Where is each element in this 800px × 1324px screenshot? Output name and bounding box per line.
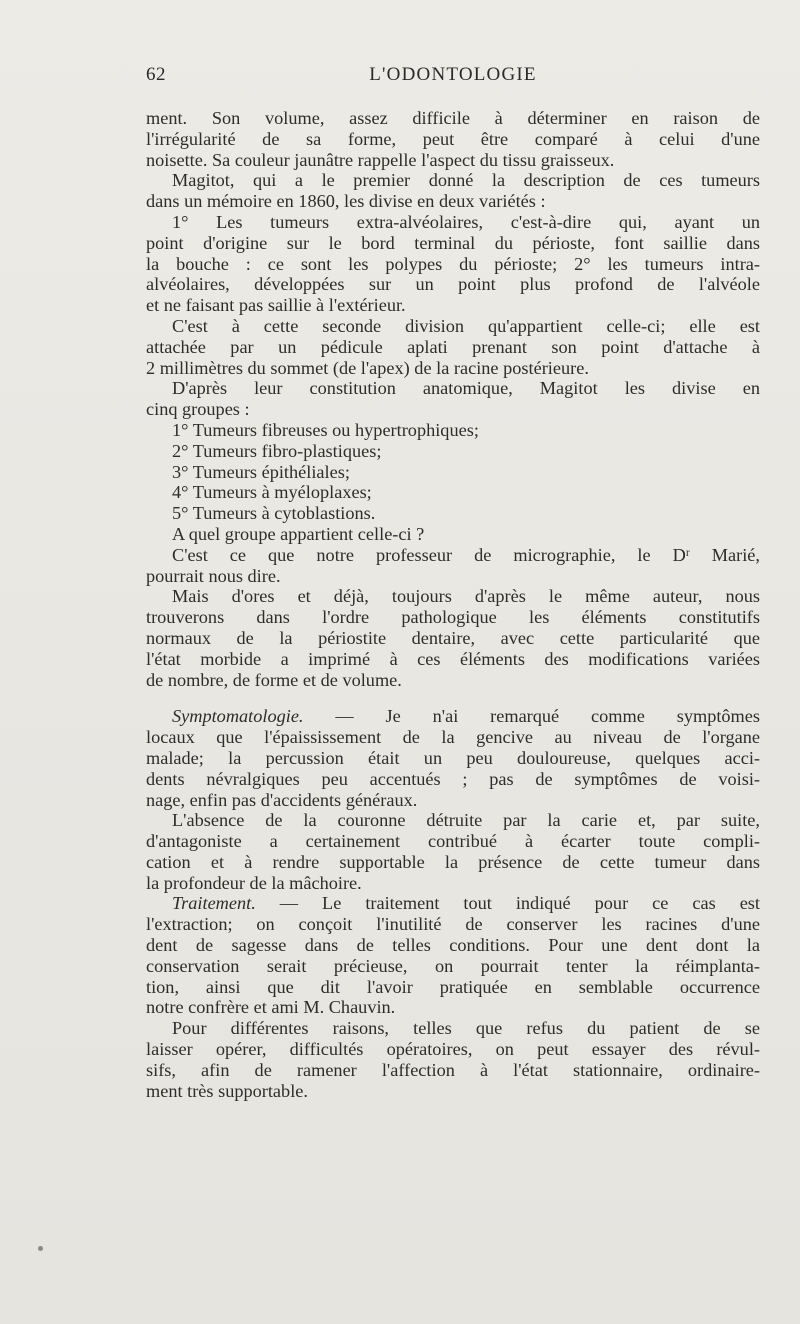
text-line: Pour différentes raisons, telles que refus du patient de se — [172, 1018, 760, 1039]
text-line: la bouche : ce sont les polypes du périoste; 2° les tumeurs intra- — [146, 253, 760, 274]
text-line: alvéolaires, développées sur un point plus profond de l'alvéole — [146, 274, 760, 295]
list-item: 5° Tumeurs à cytoblastions. — [172, 503, 376, 524]
text-line: nage, enfin pas d'accidents généraux. — [146, 789, 418, 810]
page-header — [146, 64, 760, 90]
text-line: malade; la percussion était un peu douloureuse, quelques acci- — [146, 747, 760, 768]
text-line: conservation serait précieuse, on pourrait tenter la réimplanta- — [146, 955, 760, 976]
text-line: cation et à rendre supportable la présence de cette tumeur dans — [146, 851, 760, 872]
section-gap — [146, 690, 760, 706]
paragraph-traitement — [146, 893, 760, 1018]
text-line: la profondeur de la mâchoire. — [146, 872, 362, 893]
text-line: l'extraction; on conçoit l'inutilité de conserver les racines d'une — [146, 914, 760, 935]
text-line: ment. Son volume, assez difficile à déterminer en raison de — [146, 108, 760, 128]
text-line: D'après leur constitution anatomique, Magitot les divise en — [172, 378, 760, 399]
section-heading-symptomatologie: Symptomatologie. — [172, 706, 304, 727]
text-line: l'état morbide a imprimé à ces éléments des modifications variées — [146, 648, 760, 669]
heading-continuation: — Le traitement tout indiqué pour ce cas est — [255, 893, 760, 914]
paper-speck — [38, 1246, 43, 1251]
text-line: C'est à cette seconde division qu'appartient celle-ci; elle est — [172, 315, 760, 336]
text-line: ment très supportable. — [146, 1080, 308, 1101]
text-line: tion, ainsi que dit l'avoir pratiquée en semblable occurrence — [146, 976, 760, 997]
text-line: laisser opérer, difficultés opératoires, on peut essayer des révul- — [146, 1039, 760, 1060]
text-line: normaux de la périostite dentaire, avec cette particularité que — [146, 627, 760, 648]
list-item: 4° Tumeurs à myéloplaxes; — [172, 482, 372, 503]
question-line: A quel groupe appartient celle-ci ? — [172, 523, 425, 544]
paragraph-constitution — [146, 378, 760, 420]
paragraph-pathology — [146, 586, 760, 690]
text-line: point d'origine sur le bord terminal du périoste, font saillie dans — [146, 232, 760, 253]
body-text — [146, 108, 760, 1101]
text-line: C'est ce que notre professeur de micrographie, le Dʳ Marié, — [172, 544, 760, 565]
groups-list — [146, 420, 760, 524]
text-line: Mais d'ores et déjà, toujours d'après le même auteur, nous — [172, 586, 760, 607]
paragraph-division — [146, 316, 760, 378]
heading-continuation: — Je n'ai remarqué comme symptômes — [303, 706, 760, 727]
section-heading-traitement: Traitement. — [172, 893, 256, 914]
text-line: dents névralgiques peu accentués ; pas de symptômes de voisi- — [146, 768, 760, 789]
text-line: l'irrégularité de sa forme, peut être comparé à celui d'une — [146, 128, 760, 149]
text-line: et ne faisant pas saillie à l'extérieur. — [146, 295, 406, 316]
list-item: 2° Tumeurs fibro-plastiques; — [172, 440, 382, 461]
text-line: locaux que l'épaississement de la gencive au niveau de l'organe — [146, 727, 760, 748]
text-line: de nombre, de forme et de volume. — [146, 669, 402, 690]
text-line: attachée par un pédicule aplati prenant son point d'attache à — [146, 336, 760, 357]
paragraph-absence — [146, 810, 760, 893]
text-line — [146, 706, 760, 727]
paragraph-final — [146, 1018, 760, 1101]
text-line: cinq groupes : — [146, 399, 250, 420]
text-line: 1° Les tumeurs extra-alvéolaires, c'est-à-dire qui, ayant un — [172, 211, 760, 232]
page-number: 62 — [146, 64, 166, 85]
text-line: L'absence de la couronne détruite par la carie et, par suite, — [172, 810, 760, 831]
text-line: pourrait nous dire. — [146, 565, 281, 586]
paragraph-magitot — [146, 170, 760, 212]
paragraph-symptomatologie — [146, 706, 760, 810]
list-item: 3° Tumeurs épithéliales; — [172, 461, 350, 482]
text-line: Magitot, qui a le premier donné la description de ces tumeurs — [172, 170, 760, 191]
text-line: trouverons dans l'ordre pathologique les éléments constitutifs — [146, 607, 760, 628]
text-line — [146, 893, 760, 914]
list-item: 1° Tumeurs fibreuses ou hypertrophiques; — [172, 419, 479, 440]
text-line: sifs, afin de ramener l'affection à l'état stationnaire, ordinaire- — [146, 1059, 760, 1080]
text-line: dent de sagesse dans de telles conditions. Pour une dent dont la — [146, 935, 760, 956]
text-line: noisette. Sa couleur jaunâtre rappelle l'aspect du tissu graisseux. — [146, 149, 615, 170]
text-line: dans un mémoire en 1860, les divise en deux variétés : — [146, 191, 546, 212]
text-line: d'antagoniste a certainement contribué à écarter toute compli- — [146, 831, 760, 852]
running-title: L'ODONTOLOGIE — [369, 64, 537, 85]
text-line: notre confrère et ami M. Chauvin. — [146, 997, 396, 1018]
paragraph-varieties — [146, 212, 760, 316]
paragraph-professor — [146, 545, 760, 587]
paragraph-continuation — [146, 108, 760, 170]
text-line: 2 millimètres du sommet (de l'apex) de la racine postérieure. — [146, 357, 589, 378]
